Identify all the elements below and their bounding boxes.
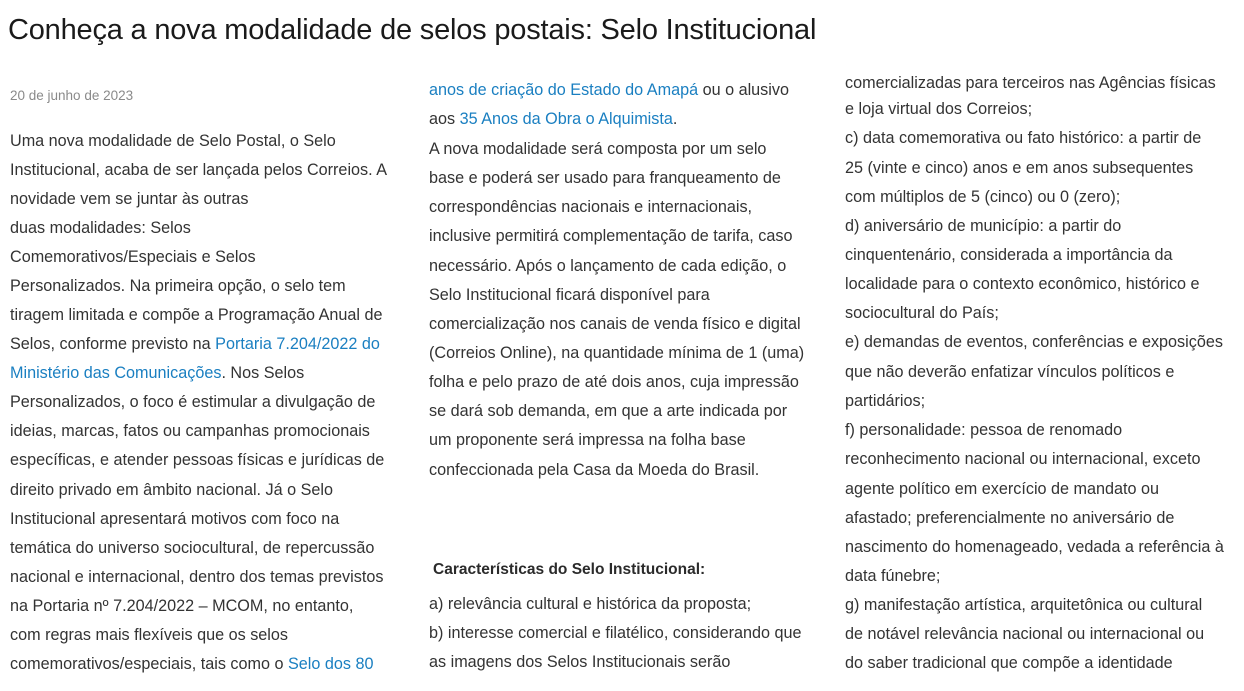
text-line: que não deverão enfatizar vínculos políticos e: [845, 363, 1175, 381]
text-fragment: . Nos Selos: [221, 364, 305, 382]
list-item: a) relevância cultural e histórica da proposta;: [429, 595, 752, 613]
text-line: Institucional, acaba de ser lançada pelos Correios. A: [10, 161, 388, 179]
text-line: localidade para o contexto econômico, histórico e: [845, 275, 1200, 293]
text-line: Uma nova modalidade de Selo Postal, o Selo: [10, 132, 336, 150]
list-item: g) manifestação artística, arquitetônica ou cultural: [845, 596, 1203, 614]
text-line: com múltiplos de 5 (cinco) ou 0 (zero);: [845, 188, 1121, 206]
text-fragment: aos: [429, 110, 460, 128]
text-line: cinquentenário, considerada a importância da: [845, 246, 1173, 264]
text-line: confeccionada pela Casa da Moeda do Brasil.: [429, 461, 760, 479]
text-line: do saber tradicional que compõe a identidade: [845, 654, 1173, 672]
text-line: duas modalidades: Selos: [10, 219, 191, 237]
text-line: direito privado em âmbito nacional. Já o Selo: [10, 481, 334, 499]
ministerio-link[interactable]: Ministério das Comunicações: [10, 364, 222, 382]
text-line: [429, 105, 677, 134]
text-line: sociocultural do País;: [845, 304, 999, 322]
text-line: necessário. Após o lançamento de cada edição, o: [429, 257, 787, 275]
alquimista-link[interactable]: 35 Anos da Obra o Alquimista: [459, 110, 673, 128]
text-line: partidários;: [845, 392, 926, 410]
selo-80-anos-link[interactable]: Selo dos 80: [288, 655, 374, 673]
text-line: um proponente será impressa na folha base: [429, 431, 746, 449]
amapa-link[interactable]: anos de criação do Estado do Amapá: [429, 81, 699, 99]
text-line: 25 (vinte e cinco) anos e em anos subsequentes: [845, 159, 1194, 177]
text-line: temática do universo sociocultural, de repercussão: [10, 539, 375, 557]
text-line: tiragem limitada e compõe a Programação Anual de: [10, 306, 383, 324]
text-fragment: .: [672, 110, 678, 128]
text-line: comercializadas para terceiros nas Agências físicas: [845, 74, 1216, 92]
list-item: c) data comemorativa ou fato histórico: a partir de: [845, 129, 1202, 147]
text-line: A nova modalidade será composta por um selo: [429, 140, 767, 158]
text-line: Personalizados, o foco é estimular a divulgação de: [10, 393, 376, 411]
text-line: [10, 330, 380, 359]
text-line: com regras mais flexíveis que os selos: [10, 626, 288, 644]
article-date: 20 de junho de 2023: [10, 88, 134, 103]
text-line: na Portaria nº 7.204/2022 – MCOM, no entanto,: [10, 597, 354, 615]
list-item: f) personalidade: pessoa de renomado: [845, 421, 1123, 439]
article-title: Conheça a nova modalidade de selos postais: Selo Institucional: [8, 14, 817, 46]
text-line: base e poderá ser usado para franqueamento de: [429, 169, 781, 187]
text-line: ideias, marcas, fatos ou campanhas promocionais: [10, 422, 370, 440]
text-line: nacional e internacional, dentro dos temas previstos: [10, 568, 384, 586]
text-line: e loja virtual dos Correios;: [845, 100, 1033, 118]
text-line: (Correios Online), na quantidade mínima de 1 (uma): [429, 344, 805, 362]
text-line: agente político em exercício de mandato ou: [845, 480, 1160, 498]
text-line: Comemorativos/Especiais e Selos: [10, 248, 256, 266]
text-line: [429, 76, 789, 105]
text-fragment: ou o alusivo: [698, 81, 789, 99]
text-line: Institucional apresentará motivos com foco na: [10, 510, 340, 528]
text-line: afastado; preferencialmente no aniversário de: [845, 509, 1175, 527]
text-line: nascimento do homenageado, vedada a referência à: [845, 538, 1224, 556]
text-line: específicas, e atender pessoas físicas e jurídicas de: [10, 451, 385, 469]
text-fragment: Selos, conforme previsto na: [10, 335, 216, 353]
text-line: se dará sob demanda, em que a arte indicada por: [429, 402, 788, 420]
text-line: correspondências nacionais e internacionais,: [429, 198, 753, 216]
text-line: comercialização nos canais de venda físico e digital: [429, 315, 801, 333]
text-line: as imagens dos Selos Institucionais serão: [429, 653, 731, 671]
portaria-link[interactable]: Portaria 7.204/2022 do: [215, 335, 380, 353]
text-line: [10, 650, 374, 679]
section-subheading: Características do Selo Institucional:: [433, 561, 706, 578]
text-line: Selo Institucional ficará disponível para: [429, 286, 710, 304]
list-item: d) aniversário de município: a partir do: [845, 217, 1122, 235]
text-line: de notável relevância nacional ou internacional ou: [845, 625, 1205, 643]
list-item: e) demandas de eventos, conferências e exposições: [845, 333, 1223, 351]
text-line: data fúnebre;: [845, 567, 941, 585]
text-line: novidade vem se juntar às outras: [10, 190, 249, 208]
list-item: b) interesse comercial e filatélico, considerando que: [429, 624, 802, 642]
text-line: folha e pelo prazo de até dois anos, cuja impressão: [429, 373, 799, 391]
text-line: [10, 359, 304, 388]
text-line: reconhecimento nacional ou internacional, exceto: [845, 450, 1201, 468]
text-line: inclusive permitirá complementação de tarifa, caso: [429, 227, 793, 245]
text-fragment: comemorativos/especiais, tais como o: [10, 655, 288, 673]
text-line: Personalizados. Na primeira opção, o selo tem: [10, 277, 346, 295]
